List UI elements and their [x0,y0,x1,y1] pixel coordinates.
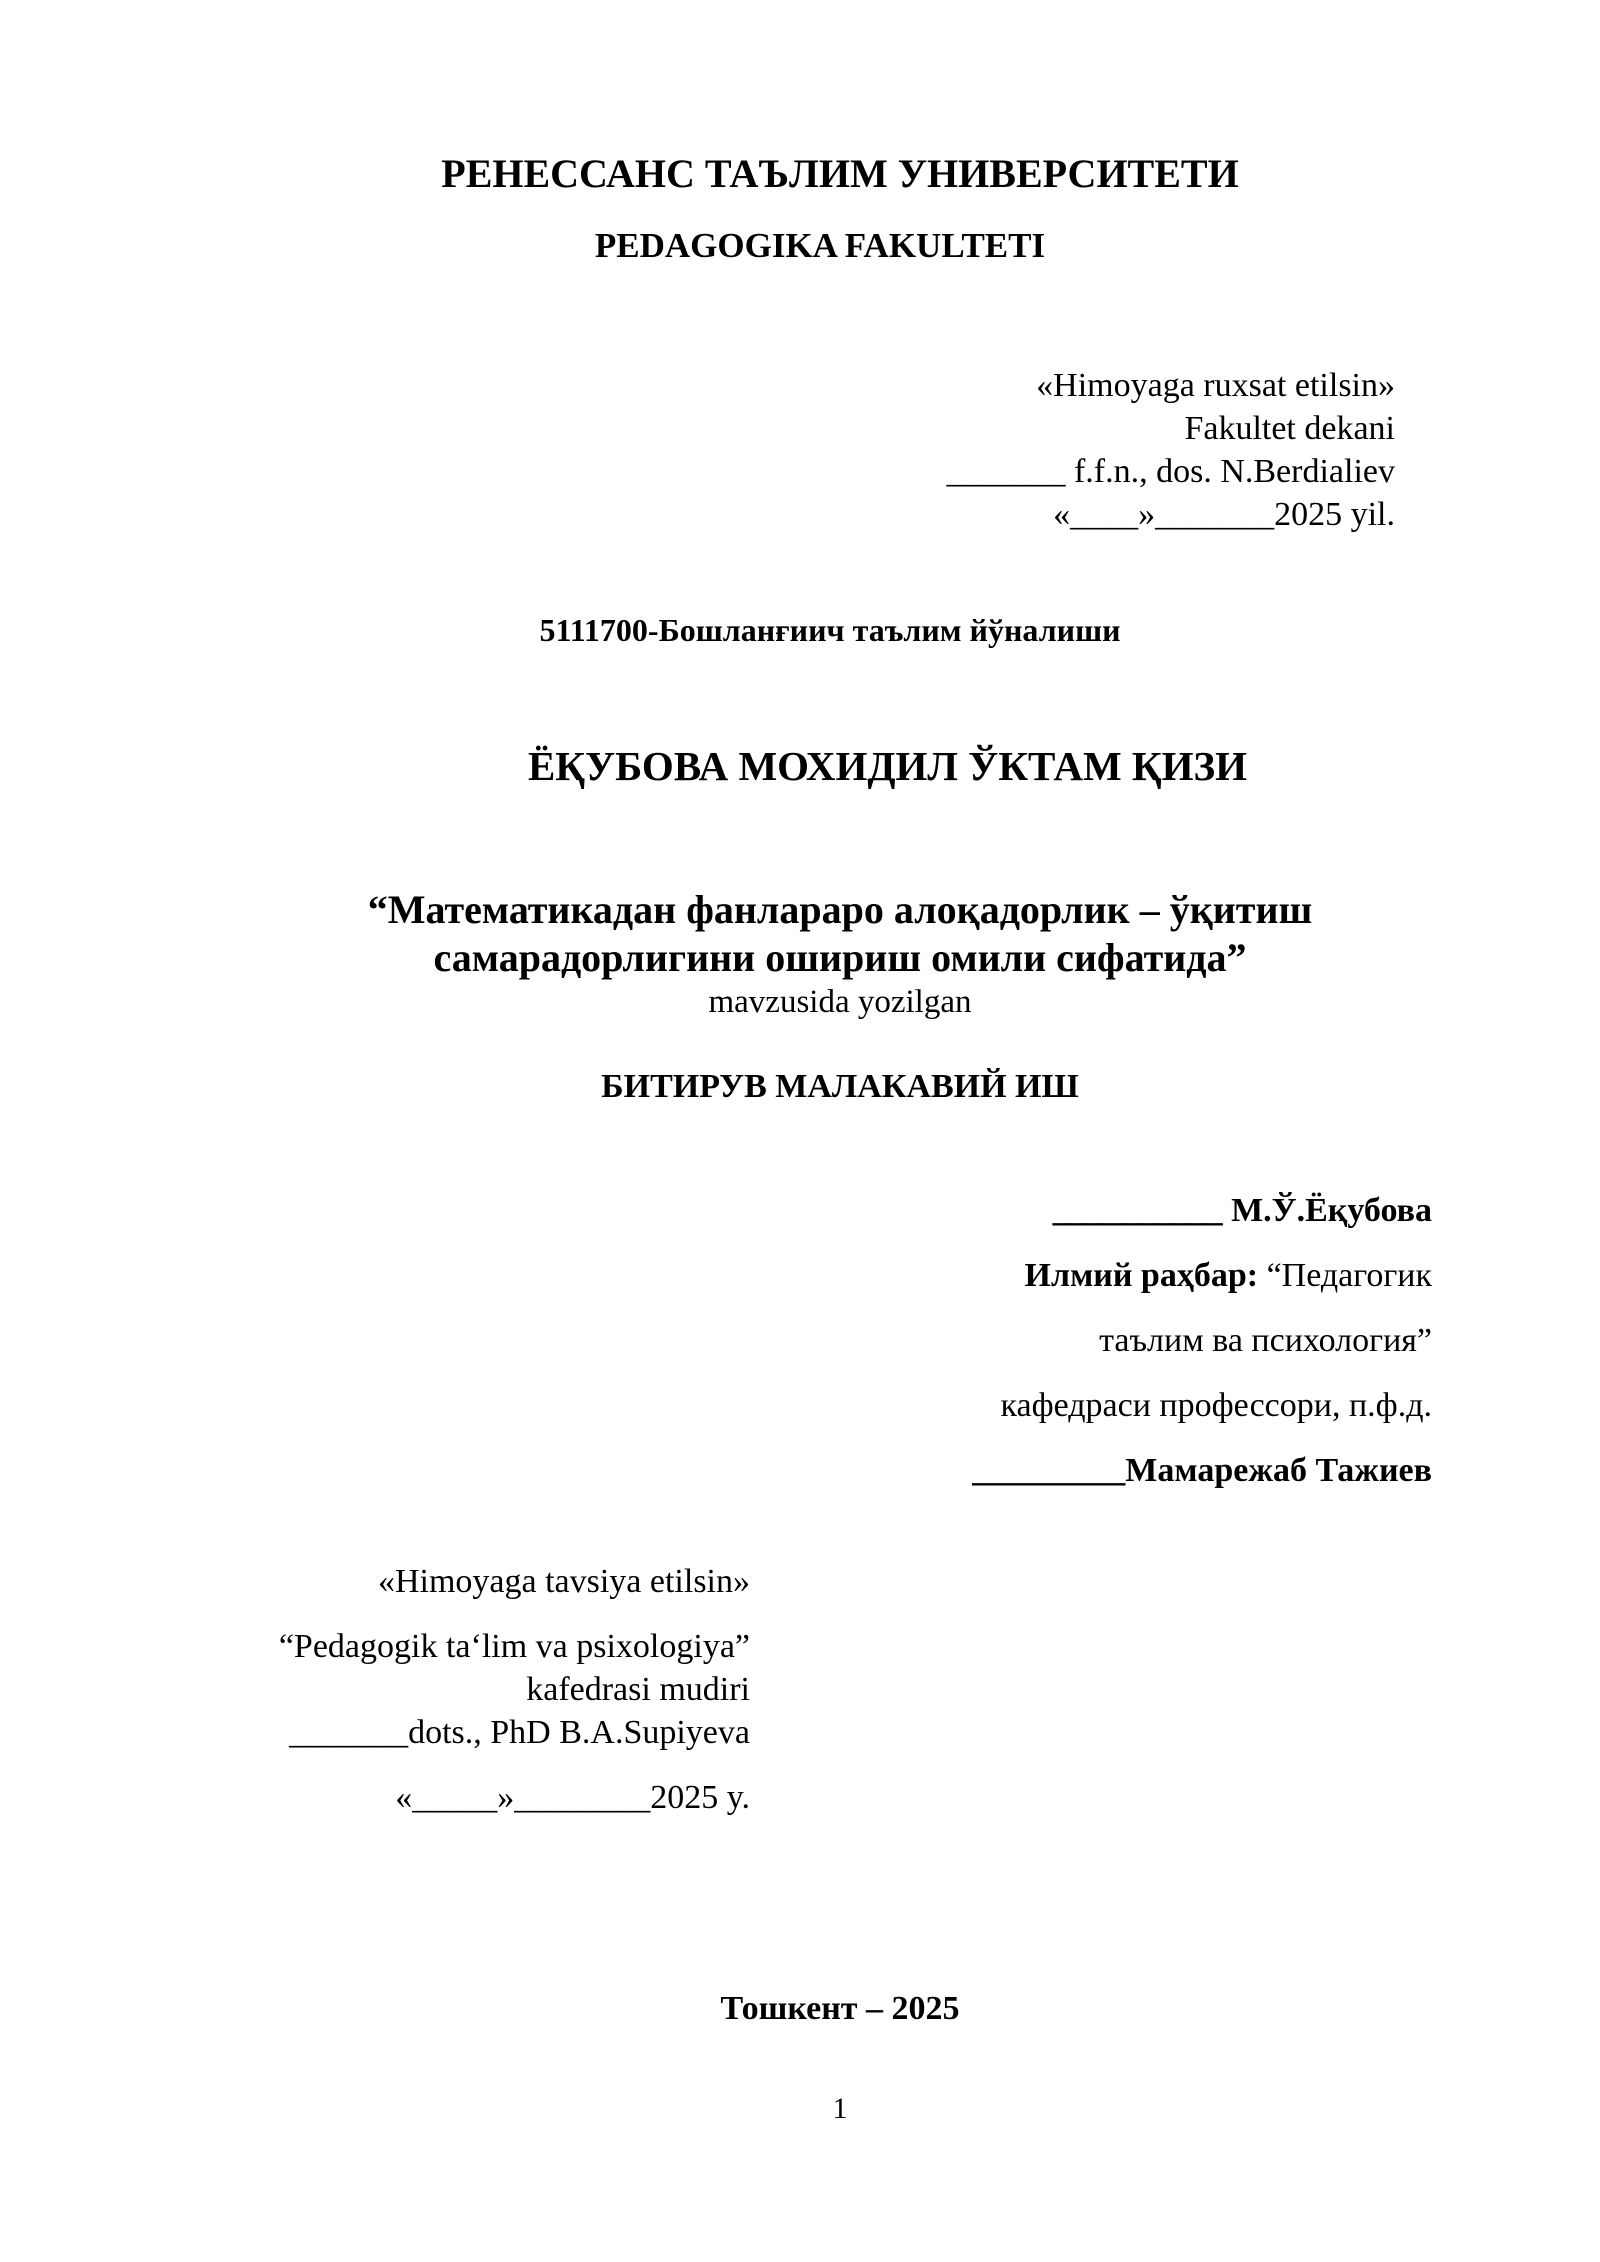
supervisor-label: Илмий раҳбар: [1024,1257,1259,1294]
defense-line-2: “Pedagogik ta‘lim va psixologiya” [278,1628,750,1665]
author-signature-line: __________ М.Ў.Ёқубова [1052,1192,1432,1229]
city-year: Тошкент – 2025 [720,1990,960,2027]
supervisor-signature: _________Мамарежаб Тажиев [972,1452,1432,1489]
supervisor-dept-1: “Педагогик [1258,1257,1432,1294]
work-type: БИТИРУВ МАЛАКАВИЙ ИШ [601,1068,1079,1105]
topic-subtitle: mavzusida yozilgan [708,984,972,1020]
dean-approval-block [946,364,1395,536]
supervisor-dept-3: кафедраси профессори, п.ф.д. [1000,1387,1432,1424]
author-supervisor-block [972,1178,1432,1503]
approval-line-3: _______ f.f.n., dos. N.Berdialiev [946,453,1395,490]
defense-line-1: «Himoyaga tavsiya etilsin» [377,1563,750,1600]
defense-line-3: kafedrasi mudiri [526,1671,750,1708]
study-direction: 5111700-Бошланғиич таълим йўналиши [539,612,1121,648]
approval-line-2: Fakultet dekani [1184,410,1395,447]
defense-line-5: «_____»________2025 y. [395,1779,750,1816]
student-name: ЁҚУБОВА МОХИДИЛ ЎКТАМ ҚИЗИ [527,743,1248,789]
page-number: 1 [832,2092,848,2125]
supervisor-dept-2: таълим ва психология” [1099,1322,1432,1359]
supervisor-line [972,1243,1432,1308]
approval-line-1: «Himoyaga ruxsat etilsin» [1036,367,1395,404]
thesis-topic-block [0,886,1600,1022]
topic-line-1: “Математикадан фанлараро алоқадорлик – ўқитиш [367,887,1313,932]
defense-recommendation-block [279,1560,750,1819]
topic-line-2: самарадорлигини ошириш омили сифатида” [433,935,1247,980]
university-name: РЕНЕССАНС ТАЪЛИМ УНИВЕРСИТЕТИ [441,151,1239,196]
defense-line-4: _______dots., PhD B.A.Supiyeva [289,1714,750,1751]
approval-line-4: «____»_______2025 yil. [1053,496,1395,533]
faculty-name: PEDAGOGIKA FAKULTETI [594,226,1046,265]
